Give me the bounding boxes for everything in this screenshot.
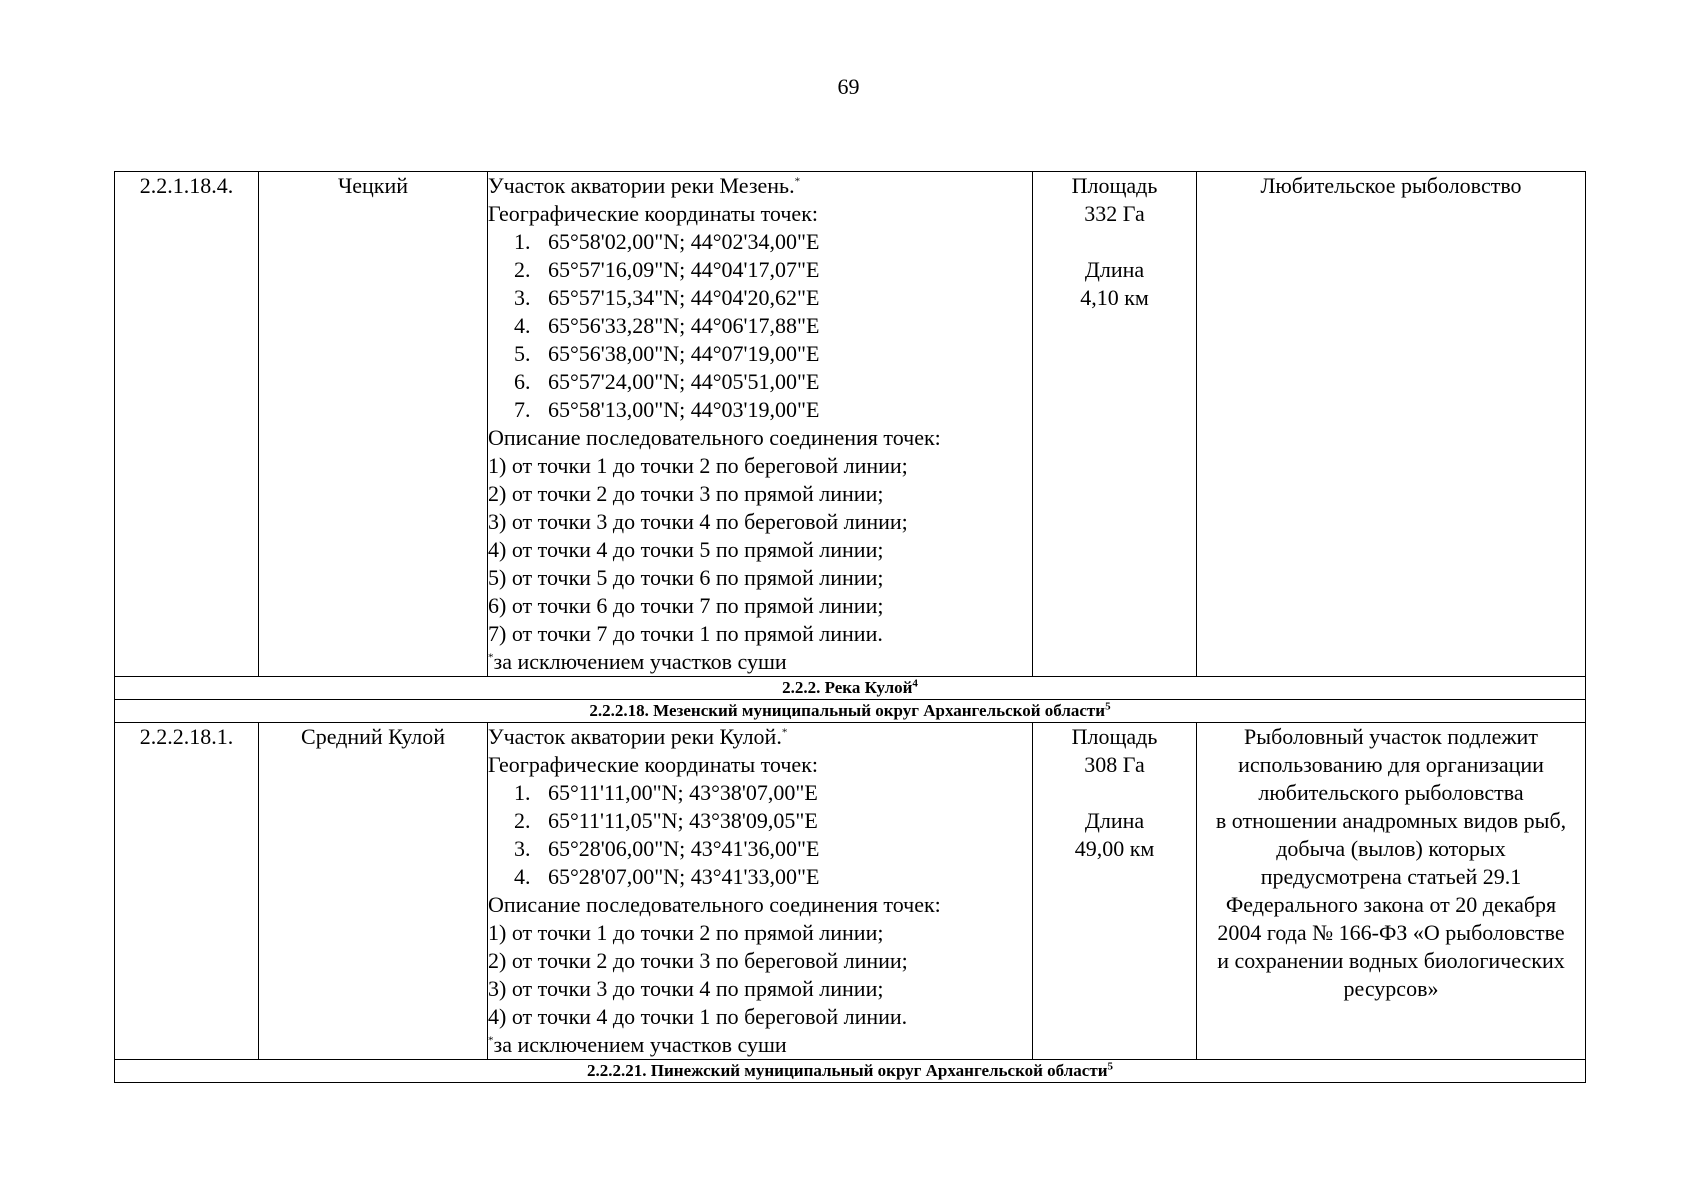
usage-purpose (1197, 172, 1586, 677)
length-value: 49,00 км (1074, 836, 1155, 861)
connection-item: 4) от точки 4 до точки 5 по прямой линии; (488, 537, 884, 562)
connection-item: 4) от точки 4 до точки 1 по береговой линии. (488, 1004, 908, 1029)
length-label: Длина (1084, 257, 1145, 282)
usage-line: предусмотрена статьей 29.1 (1260, 864, 1522, 889)
usage-line: в отношении анадромных видов рыб, (1215, 808, 1567, 833)
area-description (488, 723, 1033, 1060)
connection-item: 1) от точки 1 до точки 2 по прямой линии; (488, 920, 884, 945)
area-value: 332 Га (1084, 201, 1145, 226)
row-number: 2.2.1.18.4. (115, 172, 259, 677)
table-row (115, 723, 1586, 1060)
coordinate-item: 4. 65°28'07,00"N; 43°41'33,00"E (514, 864, 820, 889)
connection-item: 2) от точки 2 до точки 3 по береговой линии; (488, 948, 908, 973)
table-row (115, 172, 1586, 677)
coordinate-item: 1. 65°58'02,00"N; 44°02'34,00"E (514, 229, 820, 254)
area-value: 308 Га (1084, 752, 1145, 777)
usage-line: и сохранении водных биологических (1217, 948, 1565, 973)
area-label: Площадь (1071, 173, 1158, 198)
connection-item: 2) от точки 2 до точки 3 по прямой линии; (488, 481, 884, 506)
section-heading-row (115, 700, 1586, 723)
connections-label: Описание последовательного соединения точек: (488, 425, 941, 450)
area-size (1033, 172, 1197, 677)
coords-label: Географические координаты точек: (488, 752, 818, 777)
section-heading: 2.2.2.18. Мезенский муниципальный округ Архангельской области$^5$ (115, 700, 1586, 723)
footnote: *за исключением участков суши (488, 1032, 787, 1057)
coordinates-list (488, 779, 1032, 891)
coordinates-list (488, 228, 1032, 424)
connections-list (488, 452, 1032, 648)
section-heading: 2.2.2.21. Пинежский муниципальный округ Архангельской области$^5$ (115, 1060, 1586, 1083)
length-value: 4,10 км (1080, 285, 1149, 310)
area-name: Чецкий (259, 172, 488, 677)
area-size (1033, 723, 1197, 1060)
coordinate-item: 2. 65°11'11,05"N; 43°38'09,05"E (514, 808, 818, 833)
section-heading: 2.2.2. Река Кулой$^4$ (115, 677, 1586, 700)
coordinate-item: 7. 65°58'13,00"N; 44°03'19,00"E (514, 397, 820, 422)
coordinate-item: 2. 65°57'16,09"N; 44°04'17,07"E (514, 257, 820, 282)
usage-line: Федерального закона от 20 декабря (1225, 892, 1557, 917)
section-heading-row (115, 1060, 1586, 1083)
usage-purpose (1197, 723, 1586, 1060)
usage-line: использованию для организации (1238, 752, 1544, 777)
area-label: Площадь (1071, 724, 1158, 749)
connection-item: 3) от точки 3 до точки 4 по береговой линии; (488, 509, 908, 534)
usage-line: ресурсов» (1343, 976, 1439, 1001)
page-number: 69 (837, 74, 860, 99)
usage-line: 2004 года № 166-ФЗ «О рыболовстве (1217, 920, 1565, 945)
coordinate-item: 5. 65°56'38,00"N; 44°07'19,00"E (514, 341, 820, 366)
usage-line: добыча (вылов) которых (1276, 836, 1506, 861)
footnote: *за исключением участков суши (488, 649, 787, 674)
section-heading-row (115, 677, 1586, 700)
connection-item: 7) от точки 7 до точки 1 по прямой линии. (488, 621, 883, 646)
connections-list (488, 919, 1032, 1031)
coordinate-item: 3. 65°57'15,34"N; 44°04'20,62"E (514, 285, 820, 310)
fishing-areas-table (114, 171, 1586, 1083)
coordinate-item: 3. 65°28'06,00"N; 43°41'36,00"E (514, 836, 820, 861)
coordinate-item: 1. 65°11'11,00"N; 43°38'07,00"E (514, 780, 818, 805)
usage-line: любительского рыболовства (1258, 780, 1524, 805)
connection-item: 1) от точки 1 до точки 2 по береговой линии; (488, 453, 908, 478)
usage-line: Любительское рыболовство (1260, 173, 1522, 198)
coords-label: Географические координаты точек: (488, 201, 818, 226)
coordinate-item: 6. 65°57'24,00"N; 44°05'51,00"E (514, 369, 820, 394)
description-title: Участок акватории реки Мезень.* (488, 173, 801, 198)
length-label: Длина (1084, 808, 1145, 833)
area-name: Средний Кулой (259, 723, 488, 1060)
row-number: 2.2.2.18.1. (115, 723, 259, 1060)
connection-item: 6) от точки 6 до точки 7 по прямой линии; (488, 593, 884, 618)
connection-item: 3) от точки 3 до точки 4 по прямой линии; (488, 976, 884, 1001)
connection-item: 5) от точки 5 до точки 6 по прямой линии; (488, 565, 884, 590)
area-description (488, 172, 1033, 677)
coordinate-item: 4. 65°56'33,28"N; 44°06'17,88"E (514, 313, 820, 338)
description-title: Участок акватории реки Кулой.* (488, 724, 788, 749)
usage-line: Рыболовный участок подлежит (1244, 724, 1538, 749)
connections-label: Описание последовательного соединения точек: (488, 892, 941, 917)
